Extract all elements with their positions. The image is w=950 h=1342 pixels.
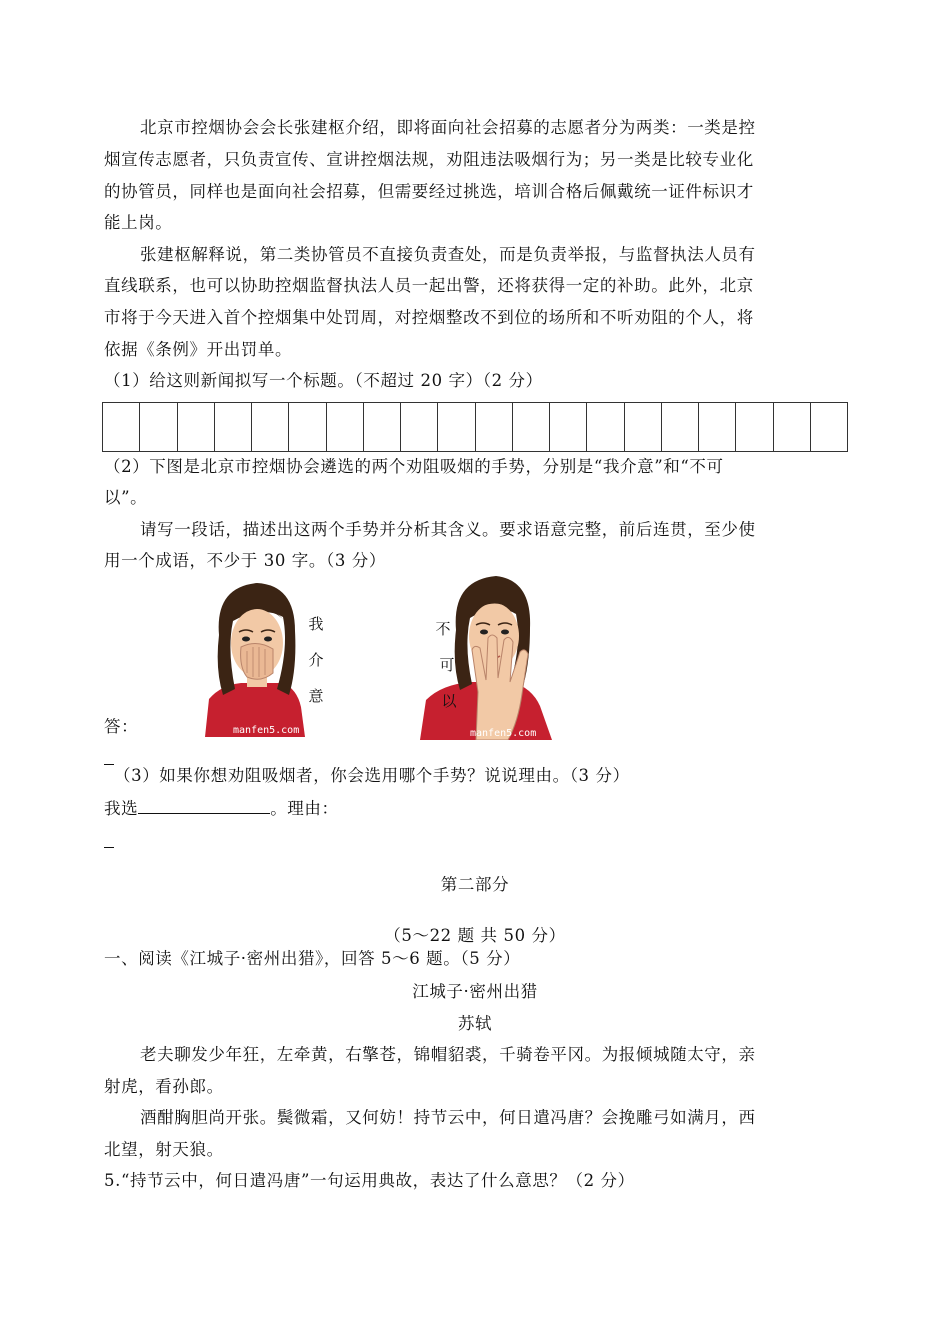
- grid-cell[interactable]: [699, 403, 736, 451]
- answer-grid[interactable]: [102, 402, 848, 452]
- caption-char: 不: [435, 620, 451, 638]
- grid-cell[interactable]: [811, 403, 847, 451]
- answer-suffix: 。理由：: [270, 799, 339, 818]
- caption-char: 介: [308, 651, 324, 669]
- passage-line: 烟宣传志愿者，只负责宣传、宣讲控烟法规，劝阻违法吸烟行为；另一类是比较专业化: [104, 150, 754, 169]
- answer-line-mark: [104, 764, 114, 765]
- passage-line: 直线联系，也可以协助控烟监督执法人员一起出警，还将获得一定的补助。此外，北京: [104, 276, 754, 295]
- part-title: 第二部分: [440, 875, 510, 894]
- passage-line: 的协管员，同样也是面向社会招募，但需要经过挑选，培训合格后佩戴统一证件标识才: [104, 182, 754, 201]
- poem-line: 北望，射天狼。: [104, 1140, 224, 1159]
- poem-title: 江城子·密州出猎: [412, 982, 538, 1001]
- grid-cell[interactable]: [364, 403, 401, 451]
- grid-cell[interactable]: [327, 403, 364, 451]
- passage-line: 北京市控烟协会会长张建枢介绍，即将面向社会招募的志愿者分为两类：一类是控: [140, 118, 756, 137]
- caption-char: 意: [308, 687, 324, 705]
- poem-author: 苏轼: [457, 1014, 493, 1033]
- question-2-instruction: 用一个成语，不少于 30 字。（3 分）: [104, 551, 386, 570]
- grid-cell[interactable]: [103, 403, 140, 451]
- answer-prefix: 我选: [104, 799, 139, 818]
- grid-cell[interactable]: [438, 403, 475, 451]
- gesture-mind-image: [201, 577, 329, 737]
- question-5: 5.“持节云中，何日遣冯唐”一句运用典故，表达了什么意思？（2 分）: [104, 1171, 635, 1190]
- question-2: （2）下图是北京市控烟协会遴选的两个劝阻吸烟的手势，分别是“我介意”和“不可: [104, 457, 724, 476]
- passage-line: 市将于今天进入首个控烟集中处罚周，对控烟整改不到位的场所和不听劝阻的个人，将: [104, 308, 754, 327]
- gesture-no-image: [412, 572, 562, 740]
- grid-cell[interactable]: [550, 403, 587, 451]
- question-2-instruction: 请写一段话，描述出这两个手势并分析其含义。要求语意完整，前后连贯，至少使: [140, 520, 756, 539]
- answer-label: 答：: [104, 717, 139, 736]
- grid-cell[interactable]: [662, 403, 699, 451]
- grid-cell[interactable]: [625, 403, 662, 451]
- grid-cell[interactable]: [178, 403, 215, 451]
- question-3: （3）如果你想劝阻吸烟者，你会选用哪个手势？说说理由。（3 分）: [114, 766, 630, 785]
- choice-blank[interactable]: [138, 795, 270, 814]
- girl-palm-out-illustration: [412, 572, 562, 740]
- grid-cell[interactable]: [289, 403, 326, 451]
- grid-cell[interactable]: [774, 403, 811, 451]
- passage-line: 依据《条例》开出罚单。: [104, 340, 293, 359]
- passage-line: 能上岗。: [104, 213, 173, 232]
- caption-char: 可: [439, 656, 455, 674]
- question-2: 以”。: [104, 488, 148, 507]
- poem-line: 老夫聊发少年狂，左牵黄，右擎苍，锦帽貂裘，千骑卷平冈。为报倾城随太守，亲: [140, 1045, 756, 1064]
- caption-char: 我: [308, 615, 324, 633]
- grid-cell[interactable]: [736, 403, 773, 451]
- question-3-answer: [104, 793, 846, 824]
- grid-cell[interactable]: [215, 403, 252, 451]
- poem-line: 射虎，看孙郎。: [104, 1077, 224, 1096]
- grid-cell[interactable]: [476, 403, 513, 451]
- passage-line: 张建枢解释说，第二类协管员不直接负责查处，而是负责举报，与监督执法人员有: [140, 245, 756, 264]
- question-1: （1）给这则新闻拟写一个标题。（不超过 20 字）（2 分）: [104, 371, 543, 390]
- answer-line-mark: [104, 847, 114, 848]
- caption-char: 以: [441, 692, 457, 710]
- grid-cell[interactable]: [513, 403, 550, 451]
- grid-cell[interactable]: [140, 403, 177, 451]
- grid-cell[interactable]: [401, 403, 438, 451]
- part-subtitle: （5～22 题 共 50 分）: [384, 926, 566, 945]
- grid-cell[interactable]: [252, 403, 289, 451]
- watermark: manfen5.com: [470, 728, 537, 739]
- section-heading: 一、阅读《江城子·密州出猎》，回答 5～6 题。（5 分）: [104, 949, 521, 968]
- grid-cell[interactable]: [587, 403, 624, 451]
- watermark: manfen5.com: [233, 725, 300, 736]
- poem-line: 酒酣胸胆尚开张。鬓微霜，又何妨！持节云中，何日遣冯唐？会挽雕弓如满月，西: [140, 1108, 756, 1127]
